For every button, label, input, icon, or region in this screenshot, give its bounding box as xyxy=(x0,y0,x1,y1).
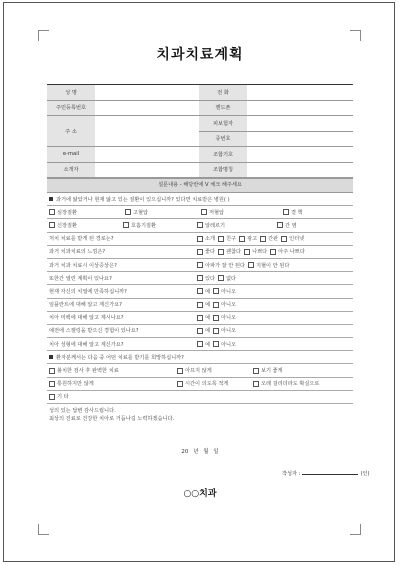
treatment-row xyxy=(47,378,353,391)
checkbox-icon[interactable] xyxy=(213,328,219,334)
insured-field[interactable] xyxy=(247,116,353,132)
answer-option[interactable]: 예 xyxy=(197,301,210,308)
clinic-name: ○○치과 xyxy=(183,489,217,499)
checkbox-icon[interactable] xyxy=(270,249,276,255)
question-text: 과거 치과 치료시 이상증상은? xyxy=(49,262,117,269)
treatment-option[interactable]: 아프지 않게 xyxy=(177,367,253,374)
date-line: 20 년 월 일 xyxy=(181,449,219,455)
question-text: 예전에 스켈링을 받으신 경험이 있나요? xyxy=(49,328,139,335)
crop-mark-top-right xyxy=(350,30,361,41)
union-code-label: 조합기호 xyxy=(199,147,247,163)
section2-title: 환자분께서는 다음 중 어떤 치료를 받기를 희망하십니까? xyxy=(56,354,184,361)
card-number-label: 증번호 xyxy=(199,131,247,147)
answer-option[interactable]: 간판 xyxy=(260,235,278,242)
treatment-option[interactable]: 시간이 의도록 적게 xyxy=(177,380,253,387)
checkbox-icon[interactable] xyxy=(253,368,259,374)
answer-option[interactable]: 광고 xyxy=(239,235,257,242)
name-label: 성 명 xyxy=(47,85,95,101)
checkbox-icon[interactable] xyxy=(197,222,203,228)
checkbox-icon[interactable] xyxy=(213,288,219,294)
union-name-label: 조합명칭 xyxy=(199,162,247,178)
disease-option[interactable]: 알레르기 xyxy=(197,222,277,229)
question-row xyxy=(47,325,353,338)
phone-label: 전 화 xyxy=(199,85,247,101)
answer-option[interactable]: 아파가 잘 안 된다 xyxy=(197,262,245,269)
answer-option[interactable]: 좋다 xyxy=(197,248,215,255)
section1-title: 과거에 앓았거나 현재 앓고 있는 질환이 있으십니까? 있다면 치료받은 병원( ) xyxy=(56,196,230,203)
answer-option[interactable]: 친구 xyxy=(218,235,236,242)
phone-field[interactable] xyxy=(247,85,353,101)
checkbox-icon[interactable] xyxy=(197,302,203,308)
checkbox-icon[interactable] xyxy=(213,341,219,347)
question-row xyxy=(47,272,353,285)
address-label: 주 소 xyxy=(47,116,95,147)
answer-option[interactable]: 지혈이 안 된다 xyxy=(248,262,289,269)
question-row xyxy=(47,338,353,351)
question-text: 임플란트에 대해 알고 계신가요? xyxy=(49,302,122,309)
closing-line: 최상의 진료로 건강한 치아로 거듭나길 노력하겠습니다. xyxy=(49,415,175,422)
answer-option[interactable]: 나쁘다 xyxy=(244,248,267,255)
treatment-option[interactable]: 오래 걸리더라도 확실으로 xyxy=(253,380,353,387)
info-row xyxy=(47,147,353,163)
question-row xyxy=(47,285,353,298)
seal-label: (인) xyxy=(360,471,370,477)
section2-title-row xyxy=(47,351,353,364)
treatment-row xyxy=(47,364,353,377)
checkbox-icon[interactable] xyxy=(197,288,203,294)
checkbox-icon[interactable] xyxy=(239,236,245,242)
resident-number-field[interactable] xyxy=(95,100,199,116)
checkbox-icon[interactable] xyxy=(49,222,55,228)
address-field[interactable] xyxy=(95,116,199,147)
checkbox-icon[interactable] xyxy=(49,209,55,215)
answer-option[interactable]: 아니오 xyxy=(213,288,236,295)
answer-option[interactable]: 아니오 xyxy=(213,314,236,321)
signature-field[interactable] xyxy=(302,474,358,475)
crop-mark-bottom-left xyxy=(38,524,49,535)
name-field[interactable] xyxy=(95,85,199,101)
answer-option[interactable]: 예 xyxy=(197,327,210,334)
resident-number-label: 주민등록번호 xyxy=(47,100,95,116)
treatment-option[interactable]: 통원하지만 않게 xyxy=(47,380,177,387)
checkbox-icon[interactable] xyxy=(218,236,224,242)
section1-title-row xyxy=(47,193,353,206)
checkbox-icon[interactable] xyxy=(197,249,203,255)
checkbox-icon[interactable] xyxy=(49,394,55,400)
checkbox-icon[interactable] xyxy=(125,209,131,215)
question-text: 또한간 열린 계획이 있나요? xyxy=(49,275,112,282)
section-bullet-icon xyxy=(49,355,53,359)
info-row xyxy=(47,100,353,116)
crop-mark-top-left xyxy=(38,30,49,41)
document-title: 치과치료계획 xyxy=(156,47,244,63)
signer-label: 작성자 : xyxy=(282,471,301,477)
checkbox-icon[interactable] xyxy=(123,222,129,228)
checkbox-icon[interactable] xyxy=(213,315,219,321)
treatment-option[interactable]: 보기 좋게 xyxy=(253,367,353,374)
checkbox-icon[interactable] xyxy=(197,315,203,321)
disease-option[interactable]: 고혈압 xyxy=(123,209,199,216)
union-code-field[interactable] xyxy=(247,147,353,163)
info-row xyxy=(47,85,353,101)
mobile-field[interactable] xyxy=(247,100,353,116)
answer-option[interactable]: 인터넷 xyxy=(281,235,304,242)
answer-option[interactable]: 아니오 xyxy=(213,341,236,348)
checkbox-icon[interactable] xyxy=(260,236,266,242)
checkbox-icon[interactable] xyxy=(197,275,203,281)
answer-option[interactable]: 예 xyxy=(197,314,210,321)
answer-option[interactable]: 아니오 xyxy=(213,301,236,308)
referrer-field[interactable] xyxy=(95,162,199,178)
treatment-option[interactable]: 불치한 검사 후 완벽한 치료 xyxy=(47,367,177,374)
form-sheet xyxy=(47,84,353,404)
email-field[interactable] xyxy=(95,147,199,163)
checkbox-icon[interactable] xyxy=(177,381,183,387)
checkbox-icon[interactable] xyxy=(218,249,224,255)
treatment-row xyxy=(47,391,353,404)
insured-label: 피보험자 xyxy=(199,116,247,132)
disease-option[interactable]: 결 핵 xyxy=(281,209,353,216)
question-row xyxy=(47,233,353,246)
answer-option[interactable]: 예 xyxy=(197,288,210,295)
card-number-field[interactable] xyxy=(247,131,353,147)
checkbox-icon[interactable] xyxy=(283,209,289,215)
checkbox-icon[interactable] xyxy=(197,328,203,334)
mobile-label: 핸드폰 xyxy=(199,100,247,116)
info-row xyxy=(47,116,353,132)
disease-option[interactable]: 심장질환 xyxy=(47,209,123,216)
referrer-label: 소개자 xyxy=(47,162,95,178)
closing-message xyxy=(49,408,174,423)
question-row xyxy=(47,299,353,312)
info-row xyxy=(47,162,353,178)
checkbox-icon[interactable] xyxy=(253,381,259,387)
checkbox-icon[interactable] xyxy=(244,249,250,255)
answer-option[interactable]: 있다 xyxy=(197,275,215,282)
question-text: 처치 치료를 받게 된 경로는? xyxy=(49,236,114,243)
answer-option[interactable]: 아주 나쁘다 xyxy=(270,248,305,255)
disease-option[interactable]: 호흡기질환 xyxy=(123,222,197,229)
treatment-option[interactable]: 기 타 xyxy=(47,393,177,400)
checkbox-icon[interactable] xyxy=(218,275,224,281)
checkbox-icon[interactable] xyxy=(281,236,287,242)
signature-line xyxy=(282,470,370,477)
checkbox-icon[interactable] xyxy=(177,368,183,374)
disease-option[interactable]: 간 염 xyxy=(277,222,353,229)
question-row xyxy=(47,259,353,272)
checkbox-icon[interactable] xyxy=(49,381,55,387)
question-row xyxy=(47,312,353,325)
checkbox-icon[interactable] xyxy=(213,302,219,308)
answer-option[interactable]: 소개 xyxy=(197,235,215,242)
question-text: 현재 자신의 치열에 만족하십니까? xyxy=(49,288,127,295)
email-label: e-mail xyxy=(47,147,95,163)
union-name-field[interactable] xyxy=(247,162,353,178)
survey-header: 설문내용 - 해당란에 V 체크 해주세요 xyxy=(47,178,353,193)
checkbox-icon[interactable] xyxy=(197,236,203,242)
patient-info-table xyxy=(47,84,353,178)
disease-row xyxy=(47,219,353,232)
disease-row xyxy=(47,206,353,219)
question-text: 치아 미백에 대해 알고 계시나요? xyxy=(49,315,124,322)
answer-option[interactable]: 괜찮다 xyxy=(218,248,241,255)
checkbox-icon[interactable] xyxy=(201,209,207,215)
question-text: 과거 치과치료의 느낌은? xyxy=(49,249,106,256)
question-text: 치아 성형에 대해 알고 계신가요? xyxy=(49,341,124,348)
checkbox-icon[interactable] xyxy=(277,222,283,228)
crop-mark-bottom-right xyxy=(350,524,361,535)
answer-option[interactable]: 없다 xyxy=(218,275,236,282)
answer-option[interactable]: 예 xyxy=(197,341,210,348)
checkbox-icon[interactable] xyxy=(49,368,55,374)
checkbox-icon[interactable] xyxy=(197,341,203,347)
checkbox-icon[interactable] xyxy=(197,262,203,268)
answer-option[interactable]: 아니오 xyxy=(213,327,236,334)
disease-option[interactable]: 저혈압 xyxy=(199,209,281,216)
closing-line: 성의 있는 답변 감사드립니다. xyxy=(49,408,116,414)
checkbox-icon[interactable] xyxy=(248,262,254,268)
section-bullet-icon xyxy=(49,197,53,201)
disease-option[interactable]: 신장질환 xyxy=(47,222,123,229)
question-row xyxy=(47,246,353,259)
